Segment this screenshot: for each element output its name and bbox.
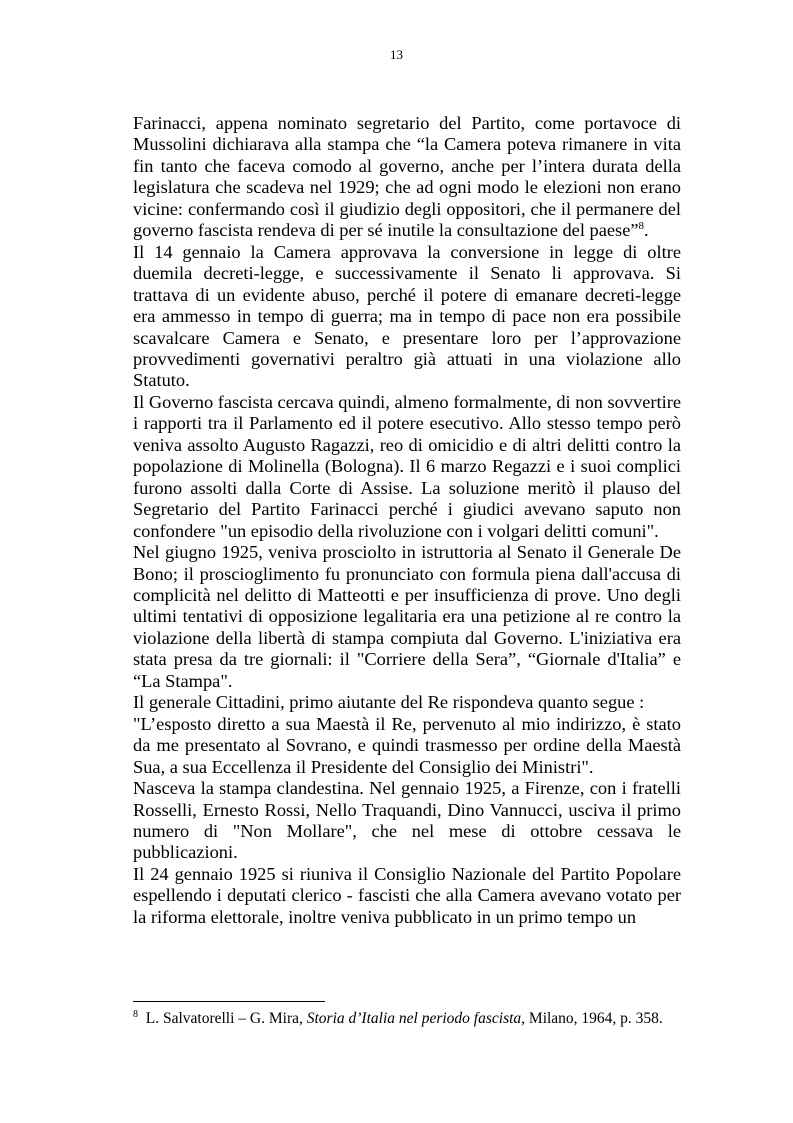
paragraph-8: Il 24 gennaio 1925 si riuniva il Consiglio Nazionale del Partito Popolare espellendo i deputati clerico - fascisti che alla Camera avevano votato per la riforma elettorale, inoltre veniva pubblicato in un primo tempo un bbox=[133, 863, 681, 927]
footnote-reference: 8 bbox=[638, 220, 645, 233]
footnote-authors: L. Salvatorelli – G. Mira, bbox=[145, 1010, 307, 1027]
footnote bbox=[133, 1009, 693, 1029]
footnote-title: Storia d’Italia nel periodo fascista bbox=[306, 1010, 522, 1027]
paragraph-2: Il 14 gennaio la Camera approvava la conversione in legge di oltre duemila decreti-legge, e successivamente il Senato li approvava. Si trattava di un evidente abuso, perché il potere di emanare decreti-legge era ammesso in tempo di guerra; ma in tempo di pace non era possibile scavalcare Camera e Senato, e presentare loro per l’approvazione provvedimenti governativi peraltro già attuati in una violazione allo Statuto. bbox=[133, 241, 681, 391]
footnote-rest: , Milano, 1964, p. 358. bbox=[521, 1010, 663, 1027]
page-number: 13 bbox=[390, 47, 403, 62]
paragraph-4: Nel giugno 1925, veniva prosciolto in istruttoria al Senato il Generale De Bono; il proscioglimento fu pronunciato con formula piena dall'accusa di complicità nel delitto di Matteotti e per insufficienza di prove. Uno degli ultimi tentativi di opposizione legalitaria era una petizione al re contro la violazione della libertà di stampa compiuta dal Governo. L'iniziativa era stata presa da tre giornali: il "Corriere della Sera”, “Giornale d'Italia” e “La Stampa". bbox=[133, 542, 681, 691]
footnote-mark: 8 bbox=[133, 1008, 138, 1020]
paragraph-1-text: Farinacci, appena nominato segretario del Partito, come portavoce di Mussolini dichiarava alla stampa che “la Camera poteva rimanere in vita fin tanto che faceva comodo al governo, anche per l’intera durata della legislatura che scadeva nel 1929; che ad ogni modo le elezioni non erano vicine: confermando così il giudizio degli oppositori, che il permanere del governo fascista rendeva di per sé inutile la consultazione del paese” bbox=[133, 113, 681, 241]
paragraph-3: Il Governo fascista cercava quindi, almeno formalmente, di non sovvertire i rapporti tra il Parlamento ed il potere esecutivo. Allo stesso tempo però veniva assolto Augusto Ragazzi, reo di omicidio e di altri delitti contro la popolazione di Molinella (Bologna). Il 6 marzo Regazzi e i suoi complici furono assolti dalla Corte di Assise. La soluzione meritò il plauso del Segretario del Partito Farinacci perché i giudici avevano saputo non confondere "un episodio della rivoluzione con i volgari delitti comuni". bbox=[133, 391, 681, 541]
footnote-separator bbox=[133, 1001, 325, 1002]
body-text bbox=[133, 113, 681, 928]
paragraph-1-tail: . bbox=[644, 220, 649, 241]
paragraph-7: Nasceva la stampa clandestina. Nel gennaio 1925, a Firenze, con i fratelli Rosselli, Ernesto Rossi, Nello Traquandi, Dino Vannucci, usciva il primo numero di "Non Mollare", che nel mese di ottobre cessava le pubblicazioni. bbox=[133, 778, 681, 863]
paragraph-6-quote: "L’esposto diretto a sua Maestà il Re, pervenuto al mio indirizzo, è stato da me presentato al Sovrano, e quindi trasmesso per ordine della Maestà Sua, a sua Eccellenza il Presidente del Consiglio dei Ministri". bbox=[133, 713, 681, 777]
paragraph-1 bbox=[133, 113, 681, 242]
paragraph-5: Il generale Cittadini, primo aiutante del Re rispondeva quanto segue : bbox=[133, 692, 645, 713]
